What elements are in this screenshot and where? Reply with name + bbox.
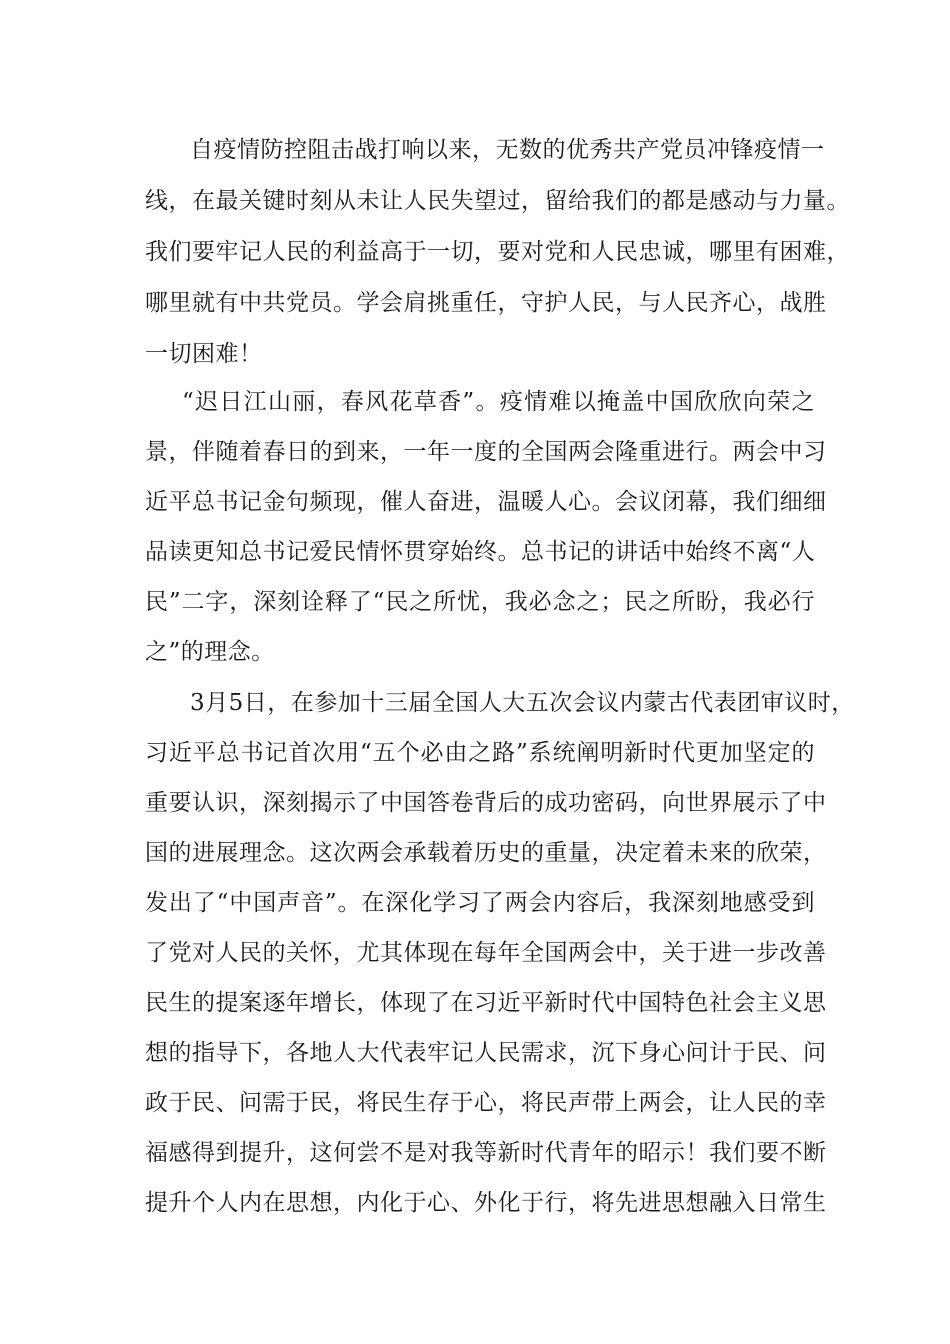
paragraph-3-line-9: 政于民、问需于民，将民生存于心，将民声带上两会，让人民的幸 (145, 1090, 827, 1116)
paragraph-1-line-3: 我们要牢记人民的利益高于一切，要对党和人民忠诚，哪里有困难， (145, 239, 850, 265)
paragraph-2-line-5: 民”二字，深刻诠释了“民之所忧，我必念之；民之所盼，我必行 (145, 589, 815, 615)
paragraph-1-line-2: 线，在最关键时刻从未让人民失望过，留给我们的都是感动与力量。 (145, 188, 850, 214)
paragraph-3-line-11: 提升个人内在思想，内化于心、外化于行，将先进思想融入日常生 (145, 1190, 827, 1216)
paragraph-3-line-1: 3月5日，在参加十三届全国人大五次会议内蒙古代表团审议时， (190, 690, 855, 716)
paragraph-3-line-4: 国的进展理念。这次两会承载着历史的重量，决定着未来的欣荣， (145, 840, 827, 866)
paragraph-2-line-1: “迟日江山丽，春风花草香”。疫情难以掩盖中国欣欣向荣之 (182, 389, 815, 415)
paragraph-1-line-4: 哪里就有中共党员。学会肩挑重任，守护人民，与人民齐心，战胜 (145, 290, 827, 316)
paragraph-2-line-4: 品读更知总书记爱民情怀贯穿始终。总书记的讲话中始终不离“人 (145, 539, 816, 565)
paragraph-3-line-7: 民生的提案逐年增长，体现了在习近平新时代中国特色社会主义思 (145, 990, 827, 1016)
paragraph-1-line-5: 一切困难！ (145, 341, 263, 367)
paragraph-2-line-3: 近平总书记金句频现，催人奋进，温暖人心。会议闭幕，我们细细 (145, 489, 827, 515)
paragraph-2-line-6: 之”的理念。 (145, 639, 275, 665)
paragraph-3-line-5: 发出了“中国声音”。在深化学习了两会内容后，我深刻地感受到 (145, 890, 815, 916)
paragraph-1-line-1: 自疫情防控阻击战打响以来，无数的优秀共产党员冲锋疫情一 (190, 137, 825, 163)
paragraph-3-line-6: 了党对人民的关怀，尤其体现在每年全国两会中，关于进一步改善 (145, 940, 827, 966)
paragraph-3-line-10: 福感得到提升，这何尝不是对我等新时代青年的昭示！我们要不断 (145, 1140, 827, 1166)
paragraph-3-line-8: 想的指导下，各地人大代表牢记人民需求，沉下身心问计于民、问 (145, 1040, 827, 1066)
paragraph-3-line-3: 重要认识，深刻揭示了中国答卷背后的成功密码，向世界展示了中 (145, 790, 827, 816)
paragraph-3-line-2: 习近平总书记首次用“五个必由之路”系统阐明新时代更加坚定的 (145, 740, 815, 766)
paragraph-2-line-2: 景，伴随着春日的到来，一年一度的全国两会隆重进行。两会中习 (145, 439, 827, 465)
